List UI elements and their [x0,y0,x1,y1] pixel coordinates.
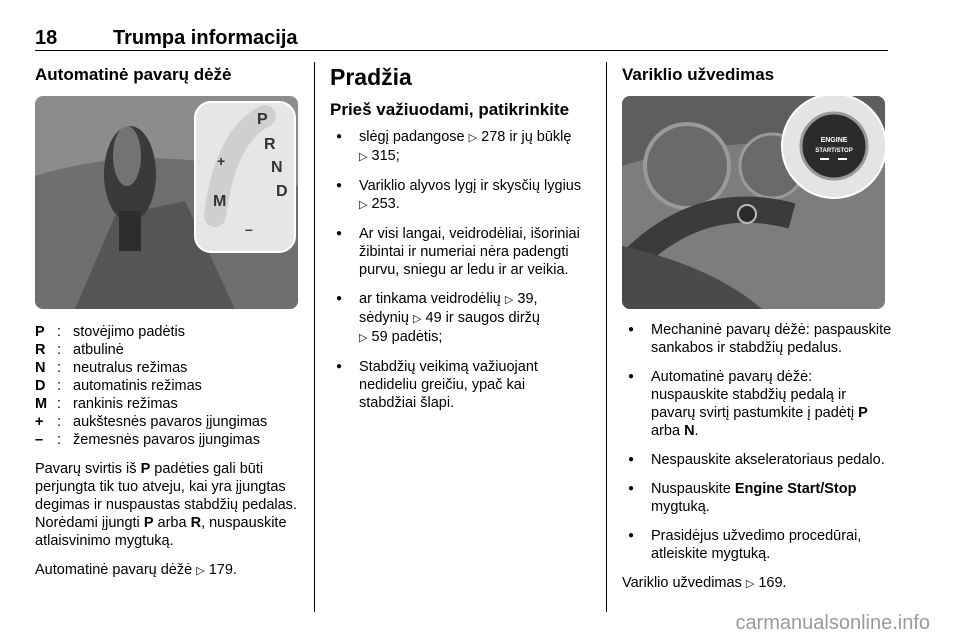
column-divider-2 [606,62,607,612]
list-item: ● Nuspauskite Engine Start/Stop mygtuką. [622,480,892,516]
reference-arrow-icon: ▷ [413,313,422,325]
list-item: ● Automatinė pavarų dėžė: nuspauskite stabdžių pedalą ir pavarų svirtį pastumkite į padėtį P arba N. [622,368,892,440]
list-item: ● Variklio alyvos lygį ir skysčių lygius ▷ 253. [330,177,582,214]
legend-row: N : neutralus režimas [35,360,188,376]
gear-label-n: N [271,159,283,176]
legend-row: + : aukštesnės pavaros įjungimas [35,414,268,430]
reference-arrow-icon: ▷ [196,565,205,577]
header-rule [35,50,888,51]
engine-start-steps [622,321,892,563]
reference-arrow-icon: ▷ [468,132,478,144]
page-number: 18 [35,27,58,49]
watermark: carmanualsonline.info [735,612,930,634]
column-engine-start [622,62,892,593]
checklist [330,128,582,412]
reference-arrow-icon: ▷ [504,294,514,306]
legend-row: P : stovėjimo padėtis [35,324,186,340]
gear-label-r: R [264,136,276,153]
gear-label-m: M [213,193,227,210]
engine-button-line1: ENGINE [820,137,848,144]
section-subheading: Prieš važiuodami, patikrinkite [330,100,570,119]
column-automatic-gearbox [35,62,300,580]
engine-button-line2: START/STOP [815,148,853,154]
section-heading: Variklio užvedimas [622,65,775,84]
list-item: ● Prasidėjus užvedimo procedūrai, atleiskite mygtuką. [622,527,892,563]
reference-arrow-icon: ▷ [359,151,368,163]
reference-arrow-icon: ▷ [359,199,368,211]
column-divider-1 [314,62,315,612]
list-item: ● Mechaninė pavarų dėžė: paspauskite sankabos ir stabdžių pedalus. [622,321,892,357]
engine-start-button-illustration [622,96,885,309]
gear-label-p: P [257,111,268,128]
legend-row: R : atbulinė [35,342,124,358]
legend-row: D : automatinis režimas [35,378,202,394]
legend-row: M : rankinis režimas [35,396,178,412]
gear-legend [35,323,267,449]
column-start [330,62,582,423]
chapter-title: Trumpa informacija [113,27,298,49]
cross-reference: Variklio užvedimas ▷ 169. [622,575,787,591]
section-title: Pradžia [330,64,412,90]
list-item: ● Nespauskite akseleratoriaus pedalo. [622,451,892,469]
legend-row: – : žemesnės pavaros įjungimas [35,432,260,448]
release-button-paragraph: Pavarų svirtis iš P padėties gali būti perjungta tik tuo atveju, kai yra įjungtas degimas ir nuspaustas stabdžių pedalas. Norėdami įjungti P arba R, nuspauskite atlaisvinimo mygtuką. [35,461,297,549]
list-item: ● ar tinkama veidrodėlių ▷ 39, sėdynių ▷ 49 ir saugos diržų ▷ 59 padėtis; [330,290,582,347]
reference-arrow-icon: ▷ [745,578,755,590]
list-item: ● Ar visi langai, veidrodėliai, išoriniai žibintai ir numeriai nėra padengti purvu, sniegu ar ledu ir ar veikia. [330,225,582,279]
gear-label-d: D [276,183,288,200]
cross-reference: Automatinė pavarų dėžė ▷ 179. [35,562,237,578]
list-item: ● slėgį padangose ▷ 278 ir jų būklę ▷ 315; [330,128,582,166]
gear-label-plus: + [217,153,226,169]
gear-label-minus: – [245,221,253,237]
reference-arrow-icon: ▷ [359,332,368,344]
list-item: ● Stabdžių veikimą važiuojant nedideliu greičiu, ypač kai stabdžiai šlapi. [330,358,582,412]
gear-selector-illustration [35,96,298,309]
section-heading: Automatinė pavarų dėžė [35,65,232,84]
